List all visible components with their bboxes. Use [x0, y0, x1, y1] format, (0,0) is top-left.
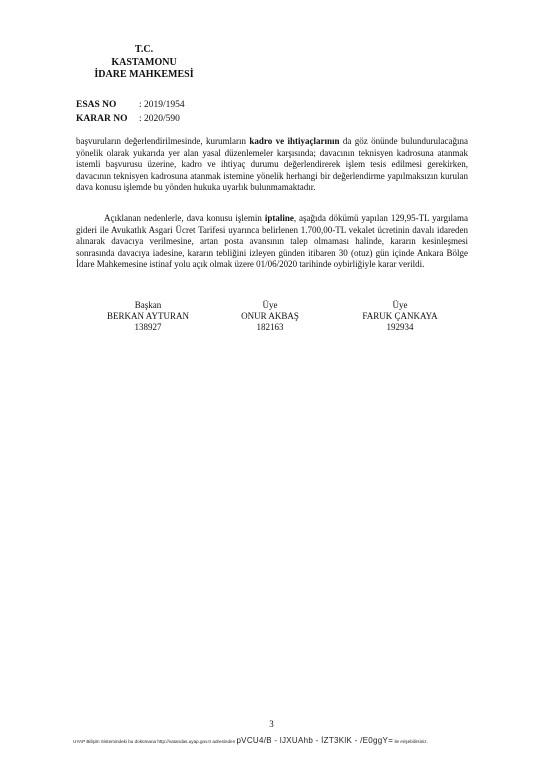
signature-title: Üye: [262, 300, 278, 310]
paragraph-1: [76, 136, 468, 194]
signature-title: Başkan: [134, 300, 162, 310]
signature-president: [83, 300, 213, 333]
court-header-court: İDARE MAHKEMESİ: [94, 69, 194, 80]
signature-name: FARUK ÇANKAYA: [362, 311, 438, 321]
signature-name: ONUR AKBAŞ: [241, 311, 299, 321]
signature-member-2: [335, 300, 465, 333]
page-number: 3: [269, 719, 274, 729]
paragraph-2-bold: iptaline: [264, 213, 294, 223]
signature-id: 182163: [256, 322, 284, 332]
court-header-city: KASTAMONU: [111, 56, 177, 68]
signature-title: Üye: [392, 300, 408, 310]
signature-id: 192934: [386, 322, 414, 332]
footer-verification-code: pVCU4/B - lJXUAhb - İZT3KlK - /E0ggY=: [236, 736, 394, 745]
paragraph-2-text-c: , aşağıda dökümü yapılan 129,95-TL yargılama gideri ile Avukatlık Asgari Ücret Tarifesi uyarınca belirlenen 1.700,00-TL vekalet ücretinin davalı idareden alınarak davacıya verilmesine, artan posta avansının talep olmaması halinde, kararın kesinleşmesi sonrasında davacıya iadesine, kararın tebliğini izleyen günden itibaren 30 (otuz) gün içinde Ankara Bölge İdare Mahkemesine istinaf yolu açık olmak üzere 01/06/2020 tarihinde oybirliğiyle karar verildi.: [76, 213, 468, 270]
paragraph-2: [76, 213, 468, 271]
paragraph-1-bold: kadro ve ihtiyaçlarının: [249, 136, 340, 146]
esas-no-row: [76, 100, 185, 110]
signature-name: BERKAN AYTURAN: [107, 311, 189, 321]
karar-no-row: [76, 114, 180, 124]
court-header: [80, 44, 208, 82]
paragraph-1-text-a: başvuruların değerlendirilmesinde, kurumların: [76, 136, 250, 146]
signature-member-1: [205, 300, 335, 333]
paragraph-2-text-a: Açıklanan nedenlerle, dava konusu işlemin: [104, 213, 265, 223]
paragraph-1-text-c: da göz önünde bulundurulacağına yönelik olarak yukarıda yer alan yasal düzenlemeler karşısında; davacının teknisyen kadrosuna atanmak istemli başvurusu üzerine, kadro ve ihtiyaç durumu değerlendirerek işlem tesis edilmesi gerekirken, davacının teknisyen kadrosuna atanmak istemine yönelik herhangi bir değerlendirme yapılmaksızın kurulan dava konusu işlemde bu yönden hukuka uyarlık bulunmamaktadır.: [76, 136, 469, 193]
court-header-tc: T.C.: [134, 44, 154, 55]
uyap-footer: [73, 736, 473, 745]
karar-no-value: : 2020/590: [139, 114, 180, 124]
esas-no-value: : 2019/1954: [139, 100, 185, 110]
signature-id: 138927: [134, 322, 162, 332]
footer-prefix: UYAP Bilişim Sistemindeki bu dokümana http://vatandas.uyap.gov.tr adresinden: [73, 739, 236, 744]
footer-suffix: ile erişebilirsiniz.: [394, 739, 428, 744]
esas-no-label: ESAS NO: [76, 100, 117, 110]
karar-no-label: KARAR NO: [76, 114, 128, 124]
